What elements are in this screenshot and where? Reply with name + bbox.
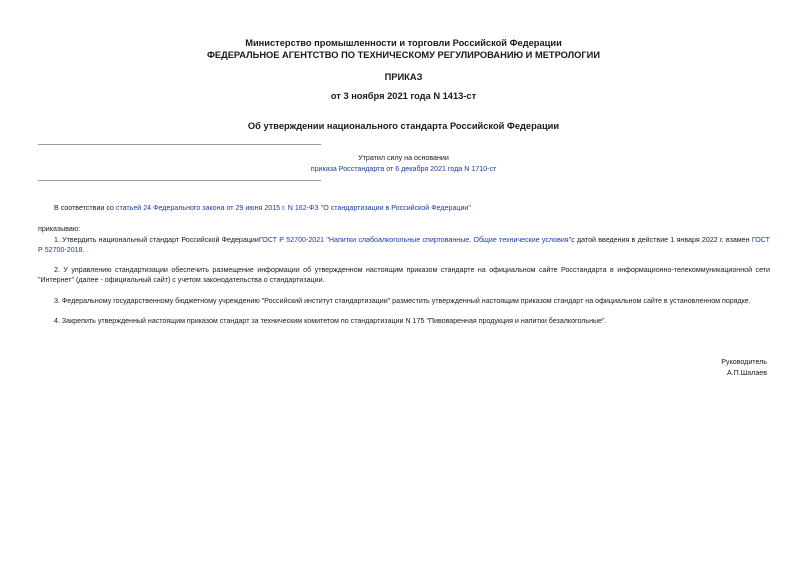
status-divider-bottom xyxy=(38,180,321,181)
item-4-text: 4. Закрепить утвержденный настоящим приказом стандарт за техническим комитетом по стандартизации N 175 "Пивоваренная продукция и напитки безалкогольные". xyxy=(54,317,607,325)
doc-subject: Об утверждении национального стандарта Российской Федерации xyxy=(247,121,560,131)
item-1-text: 1. Утвердить национальный стандарт Российской Федерации xyxy=(54,236,259,244)
doc-date: от 3 ноября 2021 года N 1413-ст xyxy=(330,91,477,101)
signature-role: Руководитель xyxy=(721,358,767,366)
status-note-line xyxy=(0,164,807,174)
signature-name: А.П.Шалаев xyxy=(726,369,767,377)
item-3 xyxy=(38,296,770,306)
agency-title: ФЕДЕРАЛЬНОЕ АГЕНТСТВО ПО ТЕХНИЧЕСКОМУ РЕГУЛИРОВАНИЮ И МЕТРОЛОГИИ xyxy=(206,50,601,60)
ministry-title: Министерство промышленности и торговли Российской Федерации xyxy=(245,38,562,48)
item-1-end: . xyxy=(82,246,85,255)
item-1-old-gost-link[interactable]: ГОСТ Р 52700-2018 xyxy=(38,236,770,255)
preamble xyxy=(38,203,770,213)
item-4 xyxy=(38,316,770,326)
item-2 xyxy=(38,265,770,285)
order-word: приказываю: xyxy=(38,225,81,233)
preamble-link[interactable]: статьей 24 Федерального закона от 29 июня 2015 г. N 162-ФЗ "О стандартизации в Российской Федерации" xyxy=(115,204,471,212)
status-note-link[interactable]: приказа Росстандарта от 6 декабря 2021 года N 1710-ст xyxy=(310,165,497,173)
item-1-gost-link[interactable]: ГОСТ Р 52700-2021 "Напитки слабоалкогольные спиртованные. Общие технические условия" xyxy=(258,236,572,244)
item-1 xyxy=(38,235,770,255)
item-2-text: 2. У управлению стандартизации обеспечить размещение информации об утвержденном настоящим приказом стандарте на официальном сайте Росстандарта в информационно-телекоммуникационной сети "Интернет" (далее - официальный сайт) с учетом законодательства о стандартизации. xyxy=(38,266,770,285)
preamble-text: В соответствии со xyxy=(54,204,116,212)
status-note-text: Утратил силу на основании xyxy=(358,154,449,162)
item-3-text: 3. Федеральному государственному бюджетному учреждению "Российский институт стандартизации" разместить утвержденный настоящим приказом стандарт на официальном сайте в установленном порядке. xyxy=(54,297,751,305)
status-divider-top xyxy=(38,144,321,145)
doc-type: ПРИКАЗ xyxy=(384,72,423,82)
item-1-text-b: с датой введения в действие 1 января 2022 г. взамен xyxy=(571,236,752,244)
